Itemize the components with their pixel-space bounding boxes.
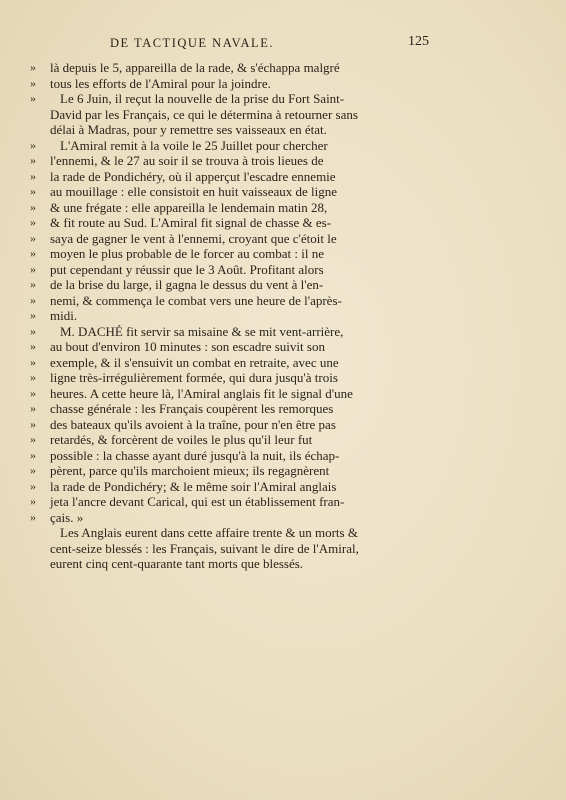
quote-mark: » [30, 416, 36, 431]
text-line [30, 107, 450, 123]
text-line [30, 525, 450, 541]
quote-mark: » [30, 354, 36, 369]
quote-mark: » [30, 261, 36, 276]
quote-mark: » [30, 230, 36, 245]
line-text: là depuis le 5, appareilla de la rade, & s'échappa malgré [50, 60, 340, 75]
quote-mark: » [30, 370, 36, 384]
quote-mark: » [30, 91, 36, 105]
line-text: possible : la chasse ayant duré jusqu'à la nuit, ils échap- [50, 447, 340, 463]
line-text: au mouillage : elle consistoit en huit vaisseaux de ligne [50, 184, 338, 199]
running-header: DE TACTIQUE NAVALE. [110, 36, 274, 50]
line-text: midi. [50, 308, 78, 323]
line-text: ligne très-irrégulièrement formée, qui dura jusqu'à trois [50, 370, 338, 385]
quote-mark: » [30, 60, 36, 74]
text-line [30, 556, 450, 572]
quote-mark: » [30, 246, 36, 260]
line-text: des bateaux qu'ils avoient à la traîne, pour n'en être pas [50, 416, 336, 432]
text-line [30, 448, 450, 464]
line-text: & une frégate : elle appareilla le lendemain matin 28, [50, 199, 328, 215]
text-line [30, 339, 450, 355]
quote-mark: » [30, 447, 36, 462]
body-text [30, 60, 450, 572]
text-line [30, 541, 450, 557]
text-line [30, 432, 450, 448]
line-text: cent-seize blessés : les Français, suivant le dire de l'Amiral, [50, 540, 359, 556]
text-line [30, 60, 450, 76]
quote-mark: » [30, 385, 36, 400]
line-text: tous les efforts de l'Amiral pour la joindre. [50, 75, 271, 91]
quote-mark: » [30, 308, 36, 322]
quote-mark: » [30, 168, 36, 183]
line-text: au bout d'environ 10 minutes : son escadre suivit son [50, 339, 325, 354]
line-text: délai à Madras, pour y remettre ses vaisseaux en état. [50, 122, 327, 137]
line-text: eurent cinq cent-quarante tant morts que blessés. [50, 556, 304, 571]
line-text: pèrent, parce qu'ils marchoient mieux; ils regagnèrent [50, 463, 330, 478]
text-line [30, 277, 450, 293]
text-line [30, 386, 450, 402]
quote-mark: » [30, 292, 36, 307]
line-text: de la brise du large, il gagna le dessus du vent à l'en- [50, 277, 324, 292]
line-text: M. DACHÉ fit servir sa misaine & se mit vent-arrière, [60, 323, 344, 339]
line-text: la rade de Pondichéry; & le même soir l'Amiral anglais [50, 478, 337, 494]
line-text: chasse générale : les Français coupèrent les remorques [50, 401, 334, 416]
text-line [30, 122, 450, 138]
quote-mark: » [30, 432, 36, 446]
line-text: David par les Français, ce qui le détermina à retourner sans [50, 106, 358, 122]
line-text: exemple, & il s'ensuivit un combat en retraite, avec une [50, 354, 339, 370]
line-text: Les Anglais eurent dans cette affaire trente & un morts & [60, 525, 358, 540]
quote-mark: » [30, 75, 36, 90]
line-text: çais. » [50, 509, 84, 525]
text-line [30, 215, 450, 231]
quote-mark: » [30, 478, 36, 493]
text-line [30, 494, 450, 510]
text-line [30, 169, 450, 185]
line-text: la rade de Pondichéry, où il apperçut l'escadre ennemie [50, 168, 336, 184]
text-line [30, 262, 450, 278]
text-line [30, 200, 450, 216]
text-line [30, 324, 450, 340]
text-line [30, 246, 450, 262]
text-line [30, 417, 450, 433]
quote-mark: » [30, 137, 36, 152]
text-line [30, 308, 450, 324]
text-line [30, 370, 450, 386]
text-line [30, 293, 450, 309]
line-text: moyen le plus probable de le forcer au combat : il ne [50, 246, 324, 261]
line-text: Le 6 Juin, il reçut la nouvelle de la prise du Fort Saint- [60, 91, 345, 106]
line-text: & fit route au Sud. L'Amiral fit signal de chasse & es- [50, 215, 332, 230]
text-line [30, 76, 450, 92]
quote-mark: » [30, 463, 36, 477]
line-text: nemi, & commença le combat vers une heure de l'après- [50, 292, 342, 308]
page-number: 125 [408, 34, 429, 49]
text-line [30, 184, 450, 200]
quote-mark: » [30, 184, 36, 198]
quote-mark: » [30, 199, 36, 214]
quote-mark: » [30, 509, 36, 524]
text-line [30, 153, 450, 169]
line-text: heures. A cette heure là, l'Amiral anglais fit le signal d'une [50, 385, 353, 401]
text-line [30, 510, 450, 526]
text-line [30, 138, 450, 154]
quote-mark: » [30, 277, 36, 291]
line-text: jeta l'ancre devant Carical, qui est un établissement fran- [50, 494, 345, 509]
quote-mark: » [30, 323, 36, 338]
text-line [30, 401, 450, 417]
line-text: retardés, & forcèrent de voiles le plus qu'il leur fut [50, 432, 313, 447]
line-text: saya de gagner le vent à l'ennemi, croyant que c'étoit le [50, 230, 337, 246]
quote-mark: » [30, 494, 36, 508]
quote-mark: » [30, 339, 36, 353]
text-line [30, 463, 450, 479]
line-text: l'ennemi, & le 27 au soir il se trouva à trois lieues de [50, 153, 324, 168]
quote-mark: » [30, 153, 36, 167]
text-line [30, 355, 450, 371]
line-text: put cependant y réussir que le 3 Août. Profitant alors [50, 261, 324, 277]
text-line [30, 231, 450, 247]
text-line [30, 479, 450, 495]
text-line [30, 91, 450, 107]
line-text: L'Amiral remit à la voile le 25 Juillet pour chercher [60, 137, 328, 153]
quote-mark: » [30, 401, 36, 415]
quote-mark: » [30, 215, 36, 229]
